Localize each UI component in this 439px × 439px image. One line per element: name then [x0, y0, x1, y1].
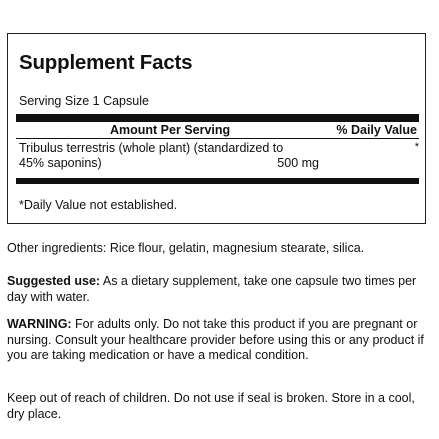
suggested-use-label: Suggested use: — [7, 274, 101, 288]
ingredient-daily-value: * — [414, 141, 419, 153]
daily-value-footnote: *Daily Value not established. — [19, 198, 178, 212]
suggested-use — [7, 274, 435, 305]
serving-size: Serving Size 1 Capsule — [19, 94, 149, 108]
ingredient-line2 — [19, 156, 319, 171]
supplement-facts-panel — [7, 33, 426, 224]
ingredient-amount: 500 mg — [277, 156, 319, 170]
suggested-use-text: As a dietary supplement, take one capsule two times per day with water. — [7, 274, 417, 304]
warning-label: WARNING: — [7, 317, 72, 331]
thick-divider-top — [16, 114, 419, 122]
warning-text: For adults only. Do not take this product if you are pregnant or nursing. Consult your healthcare provider before using this or any product if you are taking medication or have a medical condition. — [7, 317, 424, 362]
daily-value-header: % Daily Value — [336, 123, 417, 137]
ingredient-name-line1: Tribulus terrestris (whole plant) (standardized to — [19, 141, 284, 155]
ingredient-row — [19, 141, 319, 171]
ingredient-name-line2: 45% saponins) — [19, 156, 102, 170]
storage-instructions: Keep out of reach of children. Do not use if seal is broken. Store in a cool, dry place. — [7, 391, 415, 421]
thin-divider — [16, 138, 419, 139]
other-ingredients: Other ingredients: Rice flour, gelatin, magnesium stearate, silica. — [7, 241, 365, 255]
facts-header-row — [16, 122, 419, 138]
warning — [7, 317, 435, 364]
amount-per-serving-header: Amount Per Serving — [110, 123, 231, 137]
thick-divider-bottom — [16, 178, 419, 184]
facts-title: Supplement Facts — [19, 51, 193, 74]
